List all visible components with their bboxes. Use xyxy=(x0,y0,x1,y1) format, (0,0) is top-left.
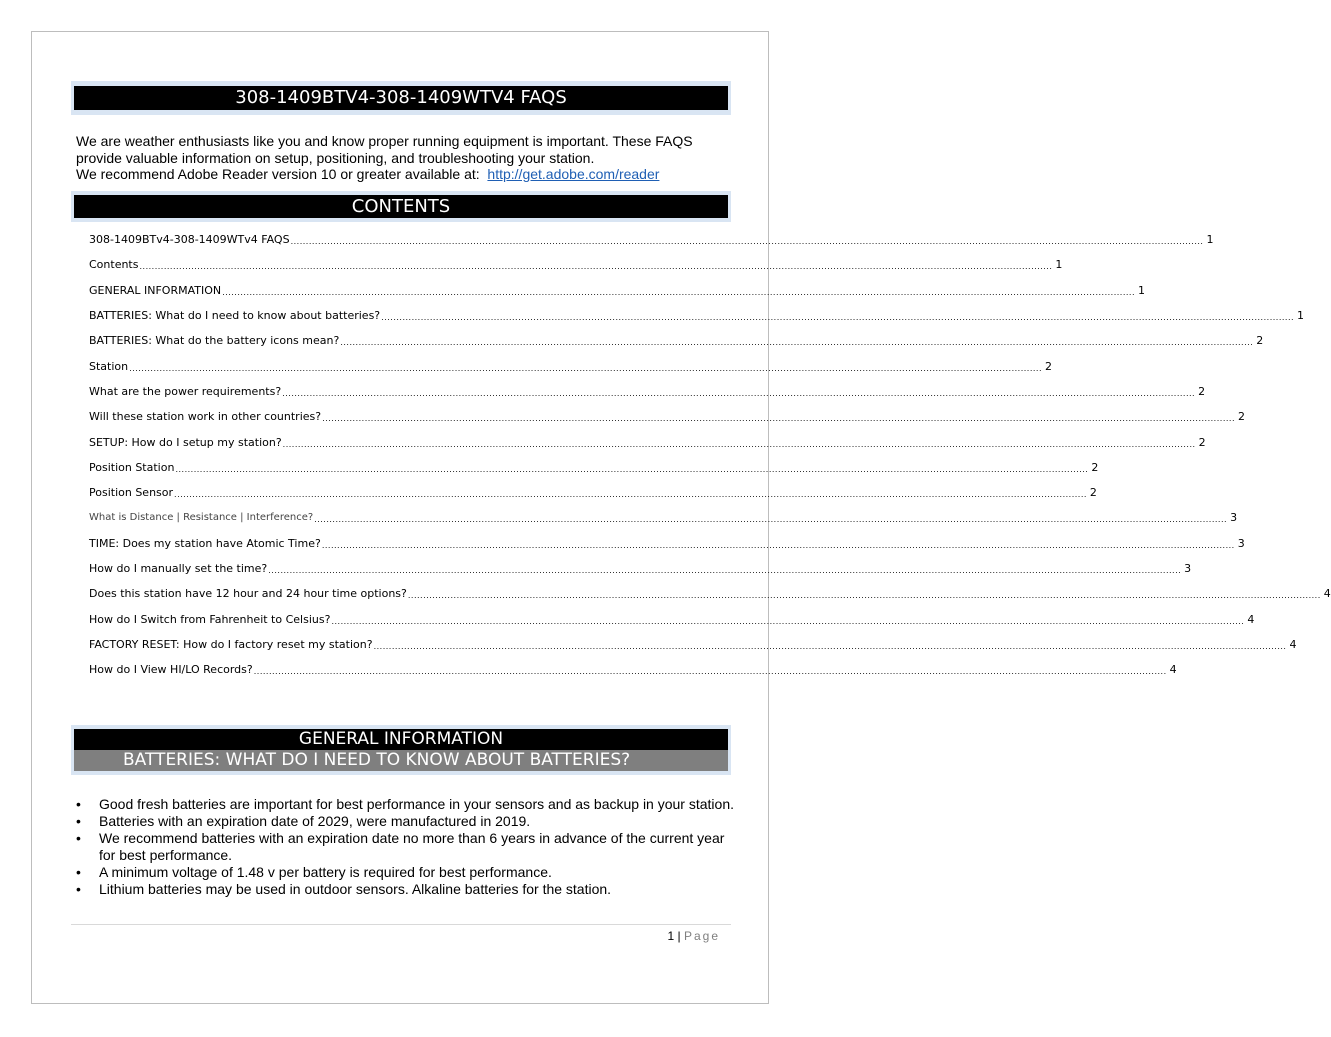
toc-entry[interactable] xyxy=(89,379,1206,404)
intro-line-1: We are weather enthusiasts like you and know proper running equipment is important. These FAQS xyxy=(76,133,693,149)
intro-line-3 xyxy=(76,166,746,183)
toc-entry[interactable] xyxy=(89,632,1297,657)
section-heading: GENERAL INFORMATION xyxy=(74,729,728,750)
toc-entry-label: BATTERIES: What do the battery icons mean? xyxy=(89,334,340,348)
footer-divider xyxy=(71,924,731,925)
toc-entry-label: TIME: Does my station have Atomic Time? xyxy=(89,536,321,550)
toc-entry-label: Position Sensor xyxy=(89,486,174,500)
toc-entry[interactable] xyxy=(89,278,1146,303)
toc-entry-label: Does this station have 12 hour and 24 hour time options? xyxy=(89,587,407,601)
toc-entry[interactable] xyxy=(89,404,1245,429)
toc-entry[interactable] xyxy=(89,429,1206,454)
footer-page-word: Page xyxy=(683,929,720,943)
toc-leader-dots: ............................................................................................................................................................................................................................................................................................................ xyxy=(290,237,1204,247)
toc-entry[interactable] xyxy=(89,505,1238,530)
toc-entry-label: BATTERIES: What do I need to know about batteries? xyxy=(89,309,381,323)
table-of-contents xyxy=(89,227,1331,682)
toc-leader-dots: ............................................................................................................................................................................................................................................................................................................ xyxy=(331,616,1245,626)
toc-entry[interactable] xyxy=(89,480,1097,505)
bullet-text: Good fresh batteries are important for best performance in your sensors and as backup in your station. xyxy=(99,796,734,812)
toc-entry-page: 3 xyxy=(1230,511,1238,525)
toc-entry[interactable] xyxy=(89,227,1214,252)
toc-leader-dots: ............................................................................................................................................................................................................................................................................................................ xyxy=(268,566,1182,575)
page-title: 308-1409BTV4-308-1409WTV4 FAQS xyxy=(74,86,728,110)
toc-entry[interactable] xyxy=(89,455,1099,480)
toc-entry[interactable] xyxy=(89,531,1245,556)
bullet-text: Batteries with an expiration date of 2029, were manufactured in 2019. xyxy=(99,813,531,829)
toc-entry-page: 3 xyxy=(1237,536,1245,550)
page-footer xyxy=(560,929,720,943)
footer-separator: | xyxy=(677,929,681,943)
toc-entry[interactable] xyxy=(89,328,1264,353)
toc-entry-label: What are the power requirements? xyxy=(89,384,282,398)
toc-entry-page: 1 xyxy=(1138,283,1146,297)
toc-entry-page: 2 xyxy=(1198,384,1206,398)
toc-leader-dots: ............................................................................................................................................................................................................................................................................................................ xyxy=(373,641,1287,651)
bullet-dot-icon: • xyxy=(76,863,81,880)
toc-entry-label: Will these station work in other countries? xyxy=(89,410,322,424)
toc-entry-page: 1 xyxy=(1206,233,1214,247)
toc-entry-label: 308-1409BTv4-308-1409WTv4 FAQS xyxy=(89,233,290,247)
toc-entry-page: 2 xyxy=(1089,486,1097,500)
toc-leader-dots: ............................................................................................................................................................................................................................................................................................................ xyxy=(253,667,1167,677)
toc-entry-label: What is Distance | Resistance | Interference? xyxy=(89,512,314,524)
toc-leader-dots: ............................................................................................................................................................................................................................................................................................................ xyxy=(174,490,1087,500)
toc-entry-page: 4 xyxy=(1169,663,1177,677)
toc-entry-label: How do I View HI/LO Records? xyxy=(89,663,253,677)
toc-entry-label: FACTORY RESET: How do I factory reset my station? xyxy=(89,637,373,651)
bullet-dot-icon: • xyxy=(76,796,81,812)
toc-entry[interactable] xyxy=(89,252,1063,277)
bullet-dot-icon: • xyxy=(76,813,81,829)
toc-leader-dots: ............................................................................................................................................................................................................................................................................................................ xyxy=(314,515,1228,525)
toc-entry-page: 4 xyxy=(1289,637,1297,651)
toc-leader-dots: ............................................................................................................................................................................................................................................................................................................ xyxy=(340,338,1254,348)
toc-leader-dots: ............................................................................................................................................................................................................................................................................................................ xyxy=(139,262,1053,272)
toc-entry-label: Position Station xyxy=(89,460,175,474)
toc-entry-page: 2 xyxy=(1198,435,1206,449)
bullet-item xyxy=(76,864,736,881)
toc-leader-dots: ............................................................................................................................................................................................................................................................................................................ xyxy=(282,439,1196,449)
toc-entry-page: 1 xyxy=(1055,258,1063,272)
toc-entry-label: GENERAL INFORMATION xyxy=(89,283,222,297)
toc-leader-dots: ............................................................................................................................................................................................................................................................................................................ xyxy=(282,388,1196,398)
toc-leader-dots: ............................................................................................................................................................................................................................................................................................................ xyxy=(222,287,1136,297)
battery-bullet-list xyxy=(76,796,736,898)
bullet-dot-icon: • xyxy=(76,830,81,846)
bullet-text: We recommend batteries with an expiration date no more than 6 years in advance of the current year for best performance. xyxy=(99,830,725,863)
bullet-item xyxy=(76,796,736,813)
intro-paragraph xyxy=(76,133,746,183)
bullet-dot-icon: • xyxy=(76,880,81,897)
bullet-item xyxy=(76,813,736,830)
bullet-text: Lithium batteries may be used in outdoor sensors. Alkaline batteries for the station. xyxy=(99,880,612,897)
toc-entry-label: Station xyxy=(89,359,129,373)
toc-leader-dots: ............................................................................................................................................................................................................................................................................................................ xyxy=(321,540,1235,550)
intro-line-3-text: We recommend Adobe Reader version 10 or greater available at: xyxy=(76,166,480,182)
toc-entry-page: 2 xyxy=(1045,359,1052,373)
toc-leader-dots: ............................................................................................................................................................................................................................................................................................................ xyxy=(407,591,1321,601)
toc-entry-label: How do I manually set the time? xyxy=(89,562,268,575)
section-subheading xyxy=(74,750,728,771)
toc-entry[interactable] xyxy=(89,581,1331,606)
toc-leader-dots: ............................................................................................................................................................................................................................................................................................................ xyxy=(175,464,1089,474)
toc-leader-dots: ............................................................................................................................................................................................................................................................................................................ xyxy=(129,363,1042,373)
adobe-reader-link[interactable]: http://get.adobe.com/reader xyxy=(487,166,660,182)
section-subheading-text: BATTERIES: WHAT DO I NEED TO KNOW ABOUT BATTERIES? xyxy=(123,750,631,770)
toc-entry[interactable] xyxy=(89,657,1177,682)
toc-entry-label: How do I Switch from Fahrenheit to Celsius? xyxy=(89,612,331,626)
toc-entry[interactable] xyxy=(89,606,1255,631)
bullet-text: A minimum voltage of 1.48 v per battery is required for best performance. xyxy=(99,863,552,880)
footer-page-number: 1 xyxy=(667,929,675,943)
toc-entry-label: Contents xyxy=(89,258,139,272)
toc-entry[interactable] xyxy=(89,353,1052,378)
title-band xyxy=(71,81,731,115)
intro-line-2: provide valuable information on setup, positioning, and troubleshooting your station. xyxy=(76,149,595,166)
toc-entry[interactable] xyxy=(89,556,1192,581)
toc-entry-page: 4 xyxy=(1247,612,1255,626)
toc-entry-page: 4 xyxy=(1323,587,1331,601)
toc-entry-page: 2 xyxy=(1091,460,1099,474)
toc-entry-label: SETUP: How do I setup my station? xyxy=(89,435,282,449)
bullet-item xyxy=(76,881,736,898)
toc-entry-page: 2 xyxy=(1237,410,1245,424)
contents-band xyxy=(71,191,731,222)
bullet-item xyxy=(76,830,736,863)
toc-entry[interactable] xyxy=(89,303,1305,328)
toc-leader-dots: ............................................................................................................................................................................................................................................................................................................ xyxy=(322,414,1235,424)
toc-entry-page: 1 xyxy=(1297,309,1305,323)
general-information-band xyxy=(71,725,731,775)
contents-heading: CONTENTS xyxy=(74,195,728,218)
toc-entry-page: 2 xyxy=(1256,334,1264,348)
toc-leader-dots: ............................................................................................................................................................................................................................................................................................................ xyxy=(381,313,1295,323)
toc-entry-page: 3 xyxy=(1184,562,1192,575)
